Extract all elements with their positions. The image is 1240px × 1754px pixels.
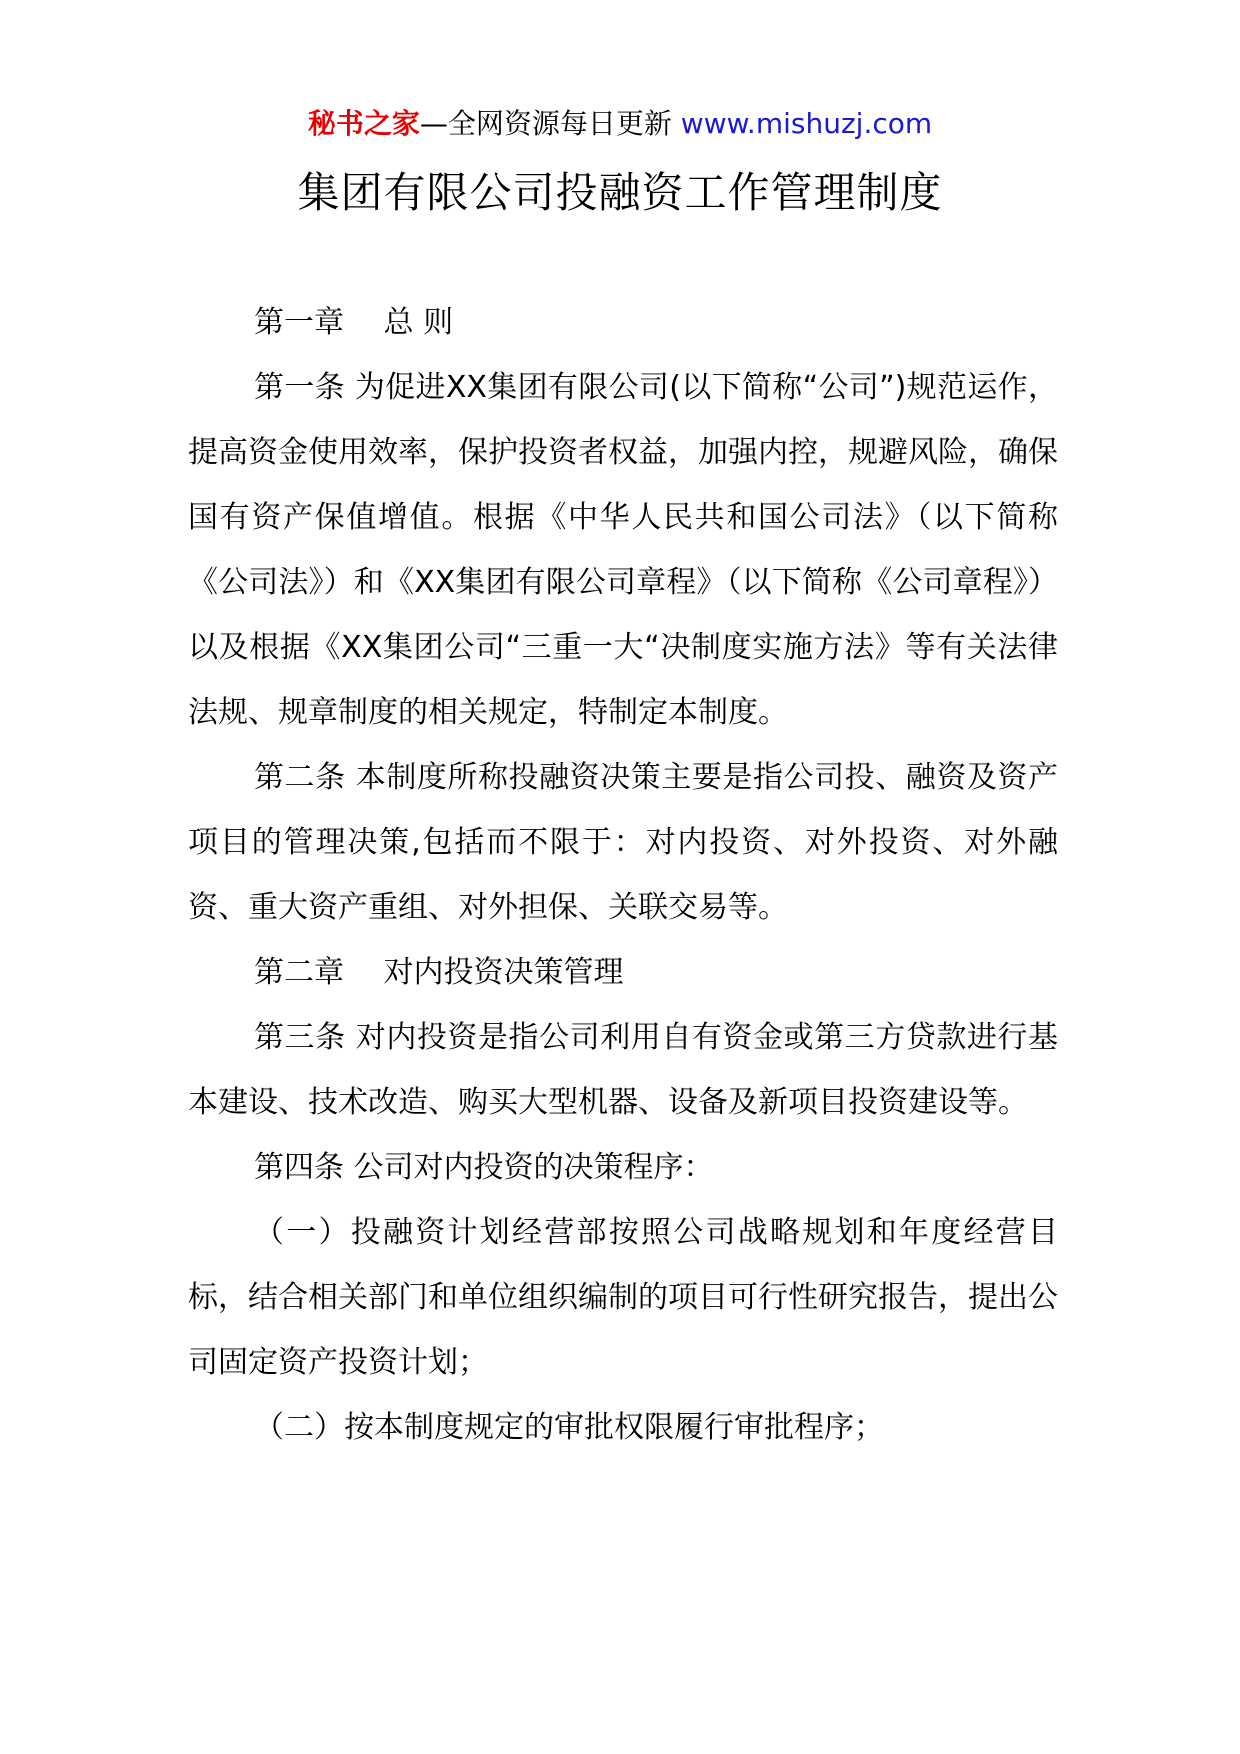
site-brand: 秘书之家 [307, 107, 420, 140]
chapter-heading: 第二章 对内投资决策管理 [254, 955, 624, 990]
document-body [188, 290, 1058, 1460]
site-header [0, 100, 1240, 148]
site-slogan: —全网资源每日更新 [419, 107, 672, 140]
article-paragraph: （一）投融资计划经营部按照公司战略规划和年度经营目标，结合相关部门和单位组织编制的项目可行性研究报告，提出公司固定资产投资计划； [188, 1215, 1058, 1380]
site-url-link[interactable]: www.mishuzj.com [680, 107, 933, 140]
article-paragraph: 第三条 对内投资是指公司利用自有资金或第三方贷款进行基本建设、技术改造、购买大型机器、设备及新项目投资建设等。 [188, 1020, 1058, 1120]
article-paragraph: 第一条 为促进XX集团有限公司(以下简称“公司”)规范运作，提高资金使用效率，保护投资者权益，加强内控，规避风险，确保国有资产保值增值。根据《中华人民共和国公司法》（以下简称《公司法》）和《XX集团有限公司章程》（以下简称《公司章程》）以及根据《XX集团公司“三重一大“决制度实施方法》等有关法律法规、规章制度的相关规定，特制定本制度。 [188, 370, 1058, 730]
article-paragraph: 第二条 本制度所称投融资决策主要是指公司投、融资及资产项目的管理决策,包括而不限于：对内投资、对外投资、对外融资、重大资产重组、对外担保、关联交易等。 [188, 760, 1058, 925]
article-paragraph: （二）按本制度规定的审批权限履行审批程序； [254, 1410, 884, 1445]
chapter-heading: 第一章 总 则 [254, 305, 454, 340]
article-paragraph: 第四条 公司对内投资的决策程序： [254, 1150, 714, 1185]
document-title: 集团有限公司投融资工作管理制度 [297, 168, 943, 217]
